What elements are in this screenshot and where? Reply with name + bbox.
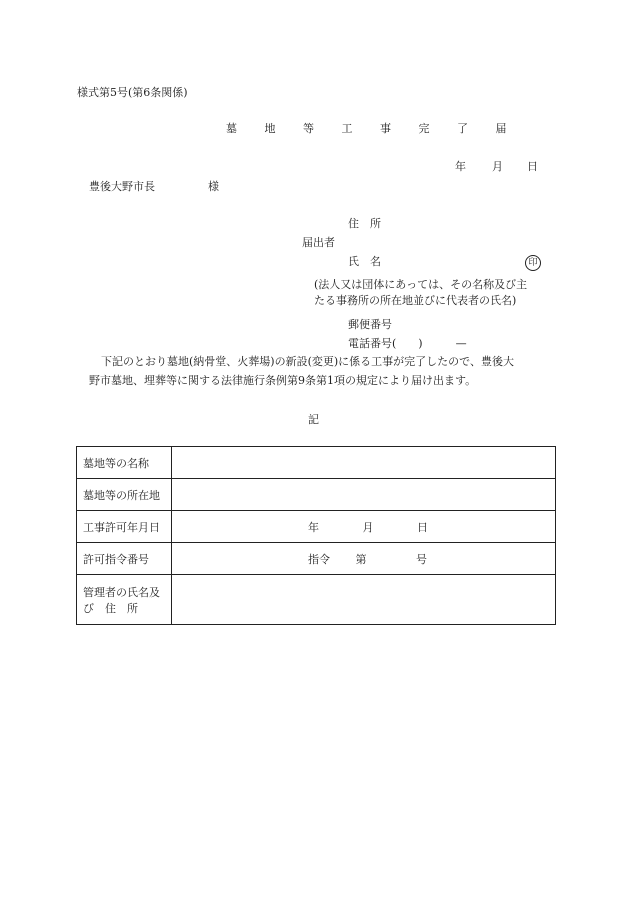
date-year: 年	[455, 160, 466, 173]
permit-date-year: 年	[308, 520, 319, 534]
table-row	[77, 479, 556, 511]
table-row-value	[172, 543, 556, 575]
table-row	[77, 511, 556, 543]
addressee-honorific: 様	[208, 180, 219, 193]
table-row-value	[172, 479, 556, 511]
addressee-name: 豊後大野市長	[89, 180, 155, 193]
address-label: 住 所	[348, 217, 381, 230]
date-day: 日	[527, 160, 538, 173]
table-row	[77, 447, 556, 479]
ki-heading: 記	[308, 413, 319, 426]
table-row	[77, 575, 556, 625]
table-row-value	[172, 575, 556, 625]
body-text-line1: 下記のとおり墓地(納骨堂、火葬場)の新設(変更)に係る工事が完了したので、豊後大	[101, 355, 514, 368]
permit-date-month: 月	[362, 520, 374, 534]
applicant-note-line2: たる事務所の所在地並びに代表者の氏名)	[314, 294, 517, 307]
table-row-label: 工事許可年月日	[77, 511, 172, 543]
table-row-value	[172, 447, 556, 479]
table-row	[77, 543, 556, 575]
document-title: 墓 地 等 工 事 完 了 届	[226, 122, 519, 135]
table-row-label: 墓地等の名称	[77, 447, 172, 479]
permit-date-day: 日	[417, 520, 428, 534]
date-month: 月	[492, 160, 503, 173]
body-text-line2: 野市墓地、埋葬等に関する法律施行条例第9条第1項の規定により届け出ます。	[89, 374, 477, 387]
permit-order-prefix: 指令	[308, 552, 330, 566]
applicant-note-line1: (法人又は団体にあっては、その名称及び主	[314, 278, 528, 291]
applicant-role-label: 届出者	[302, 236, 335, 249]
table-row-label: 管理者の氏名及 び 住 所	[77, 575, 172, 625]
table-row-value	[172, 511, 556, 543]
postal-code-label: 郵便番号	[348, 318, 392, 331]
seal-icon: 印	[525, 255, 541, 271]
details-table	[76, 446, 556, 625]
phone-label: 電話番号( ) —	[348, 337, 467, 350]
table-row-label: 許可指令番号	[77, 543, 172, 575]
form-number: 様式第5号(第6条関係)	[77, 86, 188, 99]
table-row-label: 墓地等の所在地	[77, 479, 172, 511]
permit-order-number-prefix: 第	[355, 552, 367, 566]
name-label: 氏 名	[348, 255, 381, 268]
permit-order-number-suffix: 号	[416, 552, 427, 566]
